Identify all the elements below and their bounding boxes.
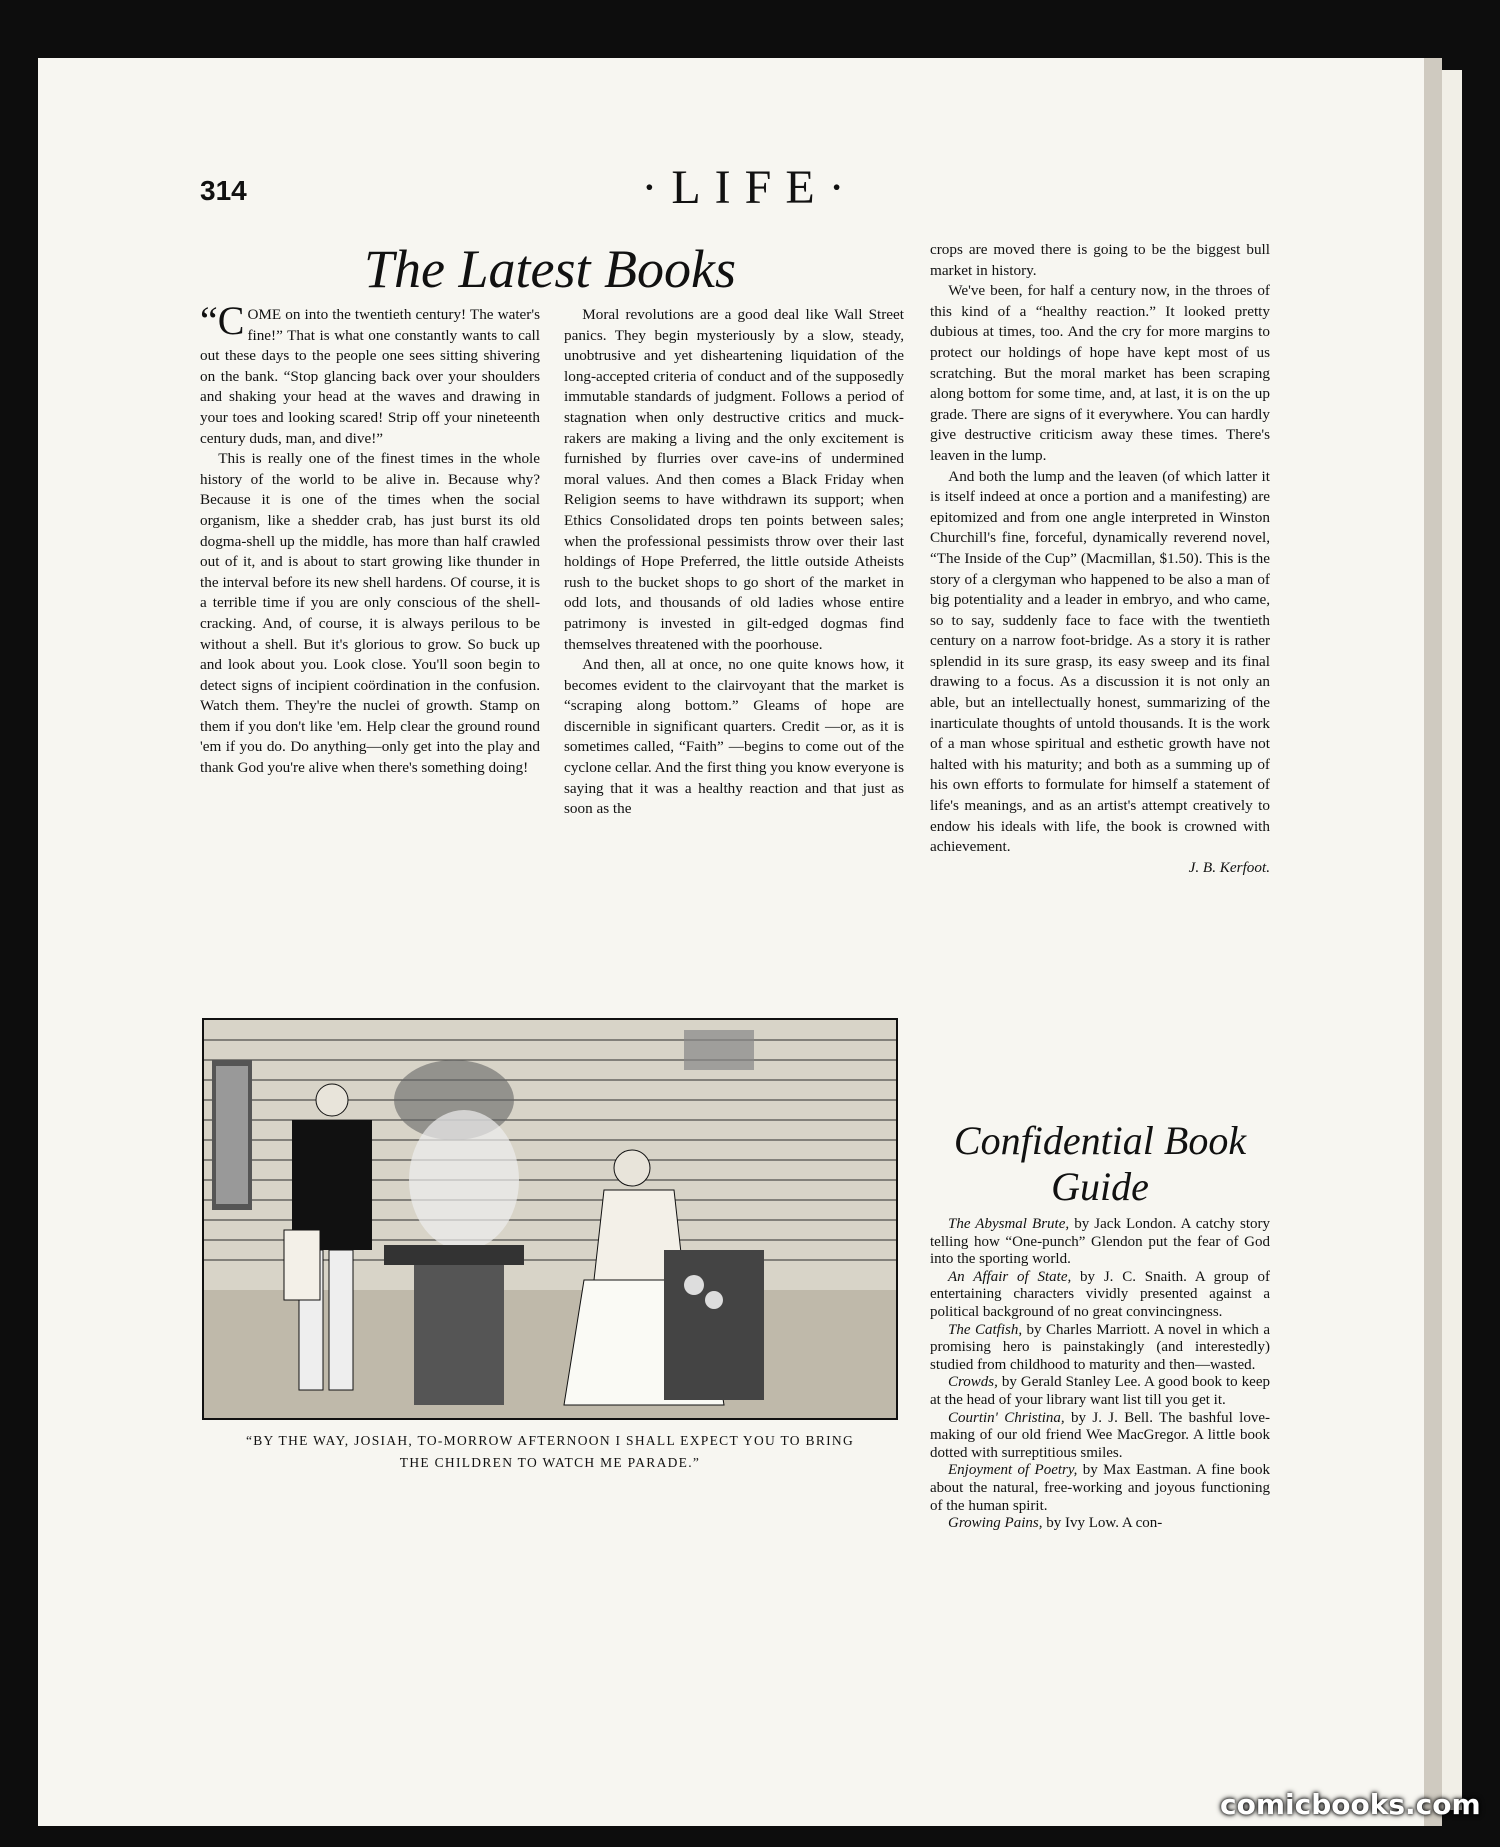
list-item <box>930 1410 1270 1463</box>
book-title: Crowds, <box>948 1374 998 1391</box>
book-description: by Charles Marriott. A novel in which a promising hero is painstakingly (and interestedly) studied from childhood to maturity and then—wasted. <box>930 1321 1270 1373</box>
next-page-edge <box>1442 70 1462 1810</box>
list-item <box>930 1269 1270 1322</box>
paragraph: And both the lump and the leaven (of which latter it is itself indeed at once a portion and a manifesting) are epitomized and from one angle interpreted in Winston Churchill's fine, forceful, dynamically reverend novel, “The Inside of the Cup” (Macmillan, $1.50). This is the story of a clergyman who happened to be also a man of big potentiality and a leader in embryo, and who came, so to say, suddenly face to face with the twentieth century on a narrow foot-bridge. As a story it is rather splendid in its sure grasp, its easy sweep and its final drawing to a focus. As a discussion it is not only an able, but an intellectually honest, summarizing of the inarticulate thoughts of untold thousands. It is the work of a man whose spiritual and esthetic growth have not halted with his maturity; and both as a summing up of his own efforts to formulate for himself a statement of life's meanings, and as an artist's attempt creatively to endow his ideals with life, the book is crowned with achievement. <box>930 467 1270 856</box>
page-number: 314 <box>200 175 247 206</box>
book-description: by Ivy Low. A con- <box>1042 1515 1163 1532</box>
caption-line: “BY THE WAY, JOSIAH, TO-MORROW AFTERNOON I SHALL EXPECT YOU TO BRING <box>245 1433 855 1448</box>
illustration <box>202 1018 898 1420</box>
drop-cap: “C <box>200 298 245 343</box>
book-title: An Affair of State, <box>948 1268 1072 1285</box>
illustration-drawing <box>204 1020 896 1418</box>
book-title: Courtin' Christina, <box>948 1409 1065 1426</box>
book-description: by J. C. Snaith. A group of entertaining characters vividly presented against a political background of no great convincingness. <box>930 1268 1270 1320</box>
book-description: by Max Eastman. A fine book about the natural, free-working and joyous functioning of the human spirit. <box>930 1462 1270 1514</box>
article-column-1 <box>200 298 540 779</box>
book-title: Growing Pains, <box>948 1515 1043 1532</box>
book-description: by Jack London. A catchy story telling how “One-punch” Glendon put the fear of God into the sporting world. <box>930 1216 1270 1268</box>
paragraph <box>200 298 540 449</box>
book-description: by Gerald Stanley Lee. A good book to keep at the head of your library want list till you get it. <box>930 1374 1270 1408</box>
paragraph: crops are moved there is going to be the biggest bull market in history. <box>930 241 1270 279</box>
page-fold-shadow <box>1424 58 1442 1826</box>
guide-title: Confidential Book Guide <box>953 1118 1247 1209</box>
list-item <box>930 1462 1270 1515</box>
author-signature: J. B. Kerfoot. <box>1188 858 1270 876</box>
paragraph-text: OME on into the twentieth century! The water's fine!” That is what one constantly wants to call out these days to the people one sees sitting shivering on the bank. “Stop glancing back over your shoulders and shaking your head at the waves and drawing in your toes and looking scared! Strip off your nineteenth century duds, man, and dive!” <box>200 306 540 447</box>
book-guide-list <box>930 1216 1270 1533</box>
paragraph: And then, all at once, no one quite knows how, it becomes evident to the clairvoyant that the market is “scraping along bottom.” Gleams of hope are discernible in significant quarters. Credit —or, as it is sometimes called, “Faith” —begins to come out of the cyclone cellar. And the first thing you know everyone is saying that it was a healthy reaction and that just as soon as the <box>564 656 904 818</box>
book-description: by J. J. Bell. The bashful love-making of our old friend Wee MacGregor. A little book dotted with surreptitious smiles. <box>930 1409 1271 1461</box>
article-column-3 <box>930 240 1270 878</box>
list-item <box>930 1216 1270 1269</box>
book-title: Enjoyment of Poetry, <box>948 1462 1078 1479</box>
paragraph: We've been, for half a century now, in the throes of this kind of a “healthy reaction.” It looked pretty dubious at times, too. And the cry for more margins to protect our holdings of hope have kept most of us scratching. But the moral market has been scraping along bottom for some time, and, at last, it is on the up grade. There are signs of it everywhere. You can hardly give destructive criticism away these times. There's leaven in the lump. <box>930 282 1270 464</box>
illustration-caption <box>200 1430 900 1474</box>
site-watermark: comicbooks.com <box>1220 1788 1481 1821</box>
paragraph: This is really one of the finest times in the whole history of the world to be alive in. Because why? Because it is one of the times when the social organism, like a shedder crab, has just burst its old dogma-shell up the middle, has more than half crawled out of it, and is about to start growing like thunder in the interval before its new shell hardens. Of course, it is a terrible time if you are only conscious of the shell-cracking. And, of course, it is always perilous to be without a shell. But it's glorious to grow. So buck up and look about you. Look close. You'll soon begin to detect signs of incipient coördination in the confusion. Watch them. They're the nuclei of growth. Stamp on them if you don't like 'em. Help clear the ground round 'em if you do. Do anything—only get into the play and thank God you're alive when there's something doing! <box>200 450 540 777</box>
caption-line: THE CHILDREN TO WATCH ME PARADE.” <box>399 1455 701 1470</box>
masthead: ·LIFE· <box>641 161 859 214</box>
book-title: The Abysmal Brute, <box>948 1216 1070 1232</box>
paragraph: Moral revolutions are a good deal like Wall Street panics. They begin mysteriously by a slow, steady, unobtrusive and yet disheartening liquidation of the long-accepted criteria of conduct and of the supposedly immutable standards of judgment. Follows a period of stagnation when only destructive critics and muck-rakers are making a living and the only excitement is furnished by flurries over cave-ins of undermined moral values. And then comes a Black Friday when Religion seems to have withdrawn its support; when Ethics Consolidated drops ten points between sales; when the professional pessimists throw over their last holdings of Hope Preferred, the little outside Atheists rush to the bucket shops to go short of the market in odd lots, and thousands of old ladies whose entire patrimony is invested in gilt-edged dogmas find themselves threatened with the poorhouse. <box>564 306 904 653</box>
list-item <box>930 1515 1270 1533</box>
article-title: The Latest Books <box>364 239 736 299</box>
list-item <box>930 1322 1270 1375</box>
article-column-2 <box>564 305 904 820</box>
book-title: The Catfish, <box>948 1321 1023 1338</box>
list-item <box>930 1374 1270 1409</box>
